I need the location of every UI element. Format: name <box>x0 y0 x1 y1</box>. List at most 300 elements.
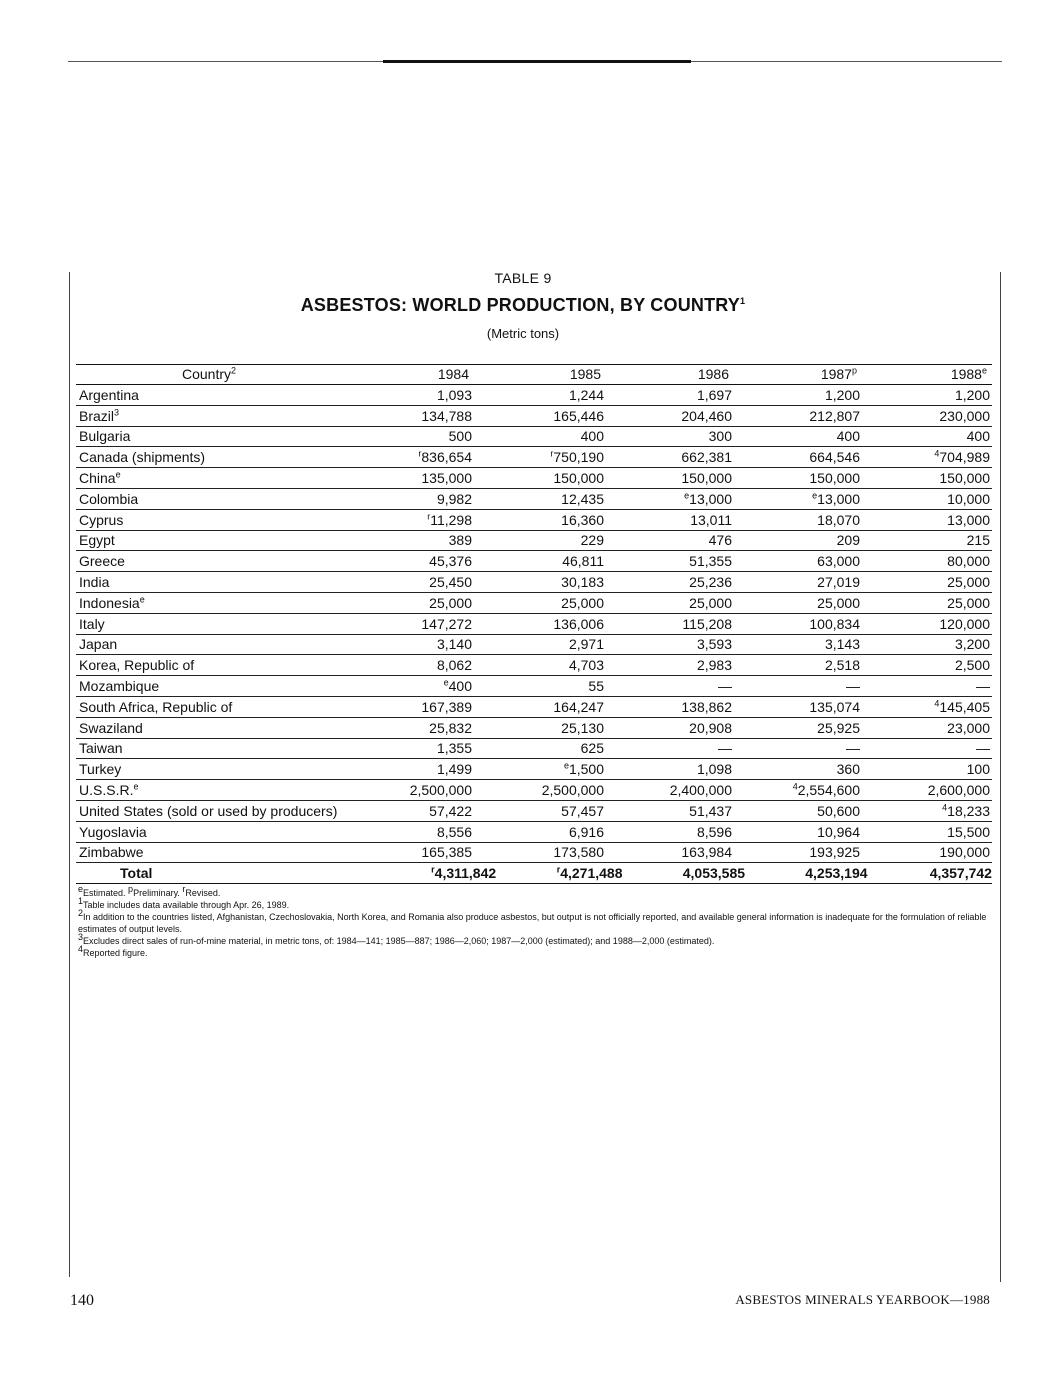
table-row <box>76 718 992 739</box>
total-value: 4,053,585 <box>682 865 746 882</box>
value-cell <box>345 574 472 590</box>
value-cell <box>604 616 732 632</box>
country-cell <box>76 387 345 403</box>
value-footnote-mark: 4 <box>934 698 940 709</box>
table-row <box>76 551 992 572</box>
value-text: 46,811 <box>562 553 604 570</box>
value-cell <box>604 740 732 756</box>
country-cell <box>76 491 345 507</box>
value-cell <box>472 636 604 652</box>
value-cell <box>860 595 990 611</box>
value-text: 2,500 <box>954 657 990 674</box>
footnote <box>78 932 992 947</box>
value-text: 1,499 <box>436 761 472 778</box>
footnote-mark: 3 <box>78 932 84 942</box>
table-row <box>76 447 992 468</box>
value-text: 215 <box>966 532 990 549</box>
table-row <box>76 489 992 510</box>
footnote-text: Reported figure. <box>83 948 148 958</box>
value-cell <box>732 532 860 548</box>
value-text: 400 <box>836 428 860 445</box>
footnote-text: Estimated. <box>83 888 129 898</box>
value-text: 190,000 <box>939 844 990 861</box>
value-cell <box>472 740 604 756</box>
value-text: — <box>976 740 990 757</box>
value-text: 115,208 <box>682 615 732 632</box>
value-text: 150,000 <box>809 469 860 486</box>
value-cell <box>604 470 732 486</box>
table-row <box>76 697 992 718</box>
table-body <box>76 385 992 863</box>
country-name: Turkey <box>79 761 122 778</box>
value-text: 147,272 <box>421 615 472 632</box>
header-cell <box>601 366 729 382</box>
value-text: 2,971 <box>568 636 604 653</box>
value-cell <box>345 387 472 403</box>
header-label: 1984 <box>437 366 469 382</box>
total-label: Total <box>120 865 153 882</box>
value-cell <box>472 699 604 715</box>
country-cell <box>76 720 345 736</box>
value-text: 8,556 <box>436 823 472 840</box>
value-cell <box>345 636 472 652</box>
header-footnote-mark: 2 <box>231 365 237 376</box>
value-cell <box>472 595 604 611</box>
value-text: — <box>718 677 732 694</box>
value-text: 20,908 <box>689 719 732 736</box>
value-cell <box>732 803 860 819</box>
header-label: 1985 <box>569 366 601 382</box>
value-cell <box>604 512 732 528</box>
country-cell <box>76 699 345 715</box>
value-text: 163,984 <box>681 844 732 861</box>
footnote-text: In addition to the countries listed, Afghanistan, Czechoslovakia, North Korea, and Romania also produce asbestos, but output is not officially reported, and available general information is inadequate for the formulation of reliable estimates of output levels. <box>78 912 987 934</box>
value-cell <box>472 782 604 798</box>
value-text: 1,200 <box>824 386 860 403</box>
value-cell <box>345 512 472 528</box>
value-cell <box>345 844 472 860</box>
value-cell <box>472 428 604 444</box>
value-text: 1,500 <box>568 761 604 778</box>
value-cell <box>472 408 604 424</box>
value-cell <box>732 595 860 611</box>
footnote-mark: e <box>78 884 84 894</box>
value-text: 10,964 <box>817 823 860 840</box>
value-cell <box>732 720 860 736</box>
country-cell <box>76 408 345 424</box>
value-cell <box>604 532 732 548</box>
value-text: 63,000 <box>817 553 860 570</box>
value-text: 135,000 <box>421 469 472 486</box>
footnote <box>78 908 992 935</box>
value-cell <box>732 470 860 486</box>
country-cell <box>76 512 345 528</box>
value-text: 167,389 <box>421 698 472 715</box>
value-cell <box>604 782 732 798</box>
table-row <box>76 635 992 656</box>
table-row <box>76 510 992 531</box>
value-cell <box>472 761 604 777</box>
value-cell <box>732 512 860 528</box>
value-cell <box>345 699 472 715</box>
value-cell <box>860 408 990 424</box>
value-text: 9,982 <box>436 490 472 507</box>
right-margin-line <box>1000 272 1001 1282</box>
country-name: Argentina <box>79 386 139 403</box>
value-text: 500 <box>448 428 472 445</box>
country-name: Taiwan <box>79 740 123 757</box>
country-cell <box>76 657 345 673</box>
header-footnote-mark: p <box>851 365 857 376</box>
value-text: 625 <box>580 740 604 757</box>
table-row <box>76 593 992 614</box>
value-text: 2,600,000 <box>927 781 990 798</box>
header-cell <box>729 366 857 382</box>
header-cell <box>857 366 987 382</box>
table-row <box>76 843 992 864</box>
value-text: 25,000 <box>561 594 604 611</box>
value-text: 704,989 <box>939 449 990 466</box>
value-cell <box>345 657 472 673</box>
table-row <box>76 572 992 593</box>
value-footnote-mark: 4 <box>942 802 948 813</box>
value-text: 400 <box>966 428 990 445</box>
value-cell <box>345 616 472 632</box>
country-cell <box>76 678 345 694</box>
value-cell <box>732 616 860 632</box>
value-cell <box>604 553 732 569</box>
value-cell <box>472 824 604 840</box>
value-cell <box>604 761 732 777</box>
value-cell <box>860 616 990 632</box>
footnote-mark: r <box>182 884 186 894</box>
value-text: 664,546 <box>809 449 860 466</box>
running-head: ASBESTOS MINERALS YEARBOOK—1988 <box>735 1292 990 1307</box>
country-name: South Africa, Republic of <box>79 698 233 715</box>
table-units: (Metric tons) <box>486 326 560 341</box>
value-cell <box>345 720 472 736</box>
value-cell <box>472 574 604 590</box>
country-cell <box>76 553 345 569</box>
value-cell <box>345 803 472 819</box>
country-footnote-mark: e <box>139 594 145 605</box>
value-cell <box>472 553 604 569</box>
value-text: 229 <box>580 532 604 549</box>
value-text: 2,500,000 <box>541 781 604 798</box>
value-text: 13,011 <box>690 511 732 528</box>
total-value: 4,271,488 <box>560 865 623 882</box>
value-cell <box>472 844 604 860</box>
value-text: 51,355 <box>689 553 732 570</box>
value-cell <box>472 491 604 507</box>
value-text: 15,500 <box>947 823 990 840</box>
value-text: 3,143 <box>824 636 860 653</box>
table-row <box>76 406 992 427</box>
country-cell <box>76 740 345 756</box>
table-row <box>76 780 992 801</box>
value-text: 100,834 <box>809 615 860 632</box>
value-text: 120,000 <box>939 615 990 632</box>
total-value-cell <box>623 865 746 881</box>
value-text: 11,298 <box>430 511 472 528</box>
country-cell <box>76 428 345 444</box>
value-text: 1,697 <box>696 386 732 403</box>
value-text: 45,376 <box>429 553 472 570</box>
header-cell <box>469 366 601 382</box>
country-name: Japan <box>79 636 118 653</box>
country-name: Bulgaria <box>79 428 131 445</box>
value-cell <box>345 532 472 548</box>
value-cell <box>732 491 860 507</box>
value-text: 6,916 <box>568 823 604 840</box>
value-text: 400 <box>448 677 472 694</box>
footnote-mark: 4 <box>78 944 84 954</box>
value-text: 476 <box>708 532 732 549</box>
table-header-row <box>76 364 992 385</box>
value-cell <box>732 387 860 403</box>
country-name: Zimbabwe <box>79 844 144 861</box>
footnote <box>78 896 992 911</box>
footnote-mark: p <box>128 884 134 894</box>
value-text: — <box>718 740 732 757</box>
value-text: 662,381 <box>681 449 732 466</box>
value-cell <box>604 636 732 652</box>
country-name: Colombia <box>79 490 139 507</box>
country-cell <box>76 616 345 632</box>
value-cell <box>732 657 860 673</box>
value-cell <box>345 824 472 840</box>
value-cell <box>860 761 990 777</box>
table-title: ASBESTOS: WORLD PRODUCTION, BY COUNTRY$^1$ <box>300 295 746 315</box>
value-text: 3,140 <box>436 636 472 653</box>
value-cell <box>860 636 990 652</box>
value-text: 25,450 <box>429 573 472 590</box>
table-row <box>76 468 992 489</box>
value-text: 18,233 <box>947 802 990 819</box>
country-name: Egypt <box>79 532 115 549</box>
value-cell <box>472 512 604 528</box>
value-cell <box>732 699 860 715</box>
left-margin-line <box>69 272 70 1277</box>
table-total-row <box>76 863 992 884</box>
table-row <box>76 385 992 406</box>
header-label: 1988 <box>950 366 982 382</box>
value-cell <box>604 720 732 736</box>
value-cell <box>732 740 860 756</box>
total-value: 4,311,842 <box>434 865 497 882</box>
value-cell <box>860 720 990 736</box>
value-text: 1,098 <box>696 761 732 778</box>
value-cell <box>472 678 604 694</box>
country-footnote-mark: 3 <box>114 406 120 417</box>
footnote-text: Excludes direct sales of run-of-mine material, in metric tons, of: 1984—141; 1985—887; 1986—2,060; 1987—2,000 (estimated); and 1988—2,000 (estimated). <box>83 936 715 946</box>
table-row <box>76 676 992 697</box>
value-text: 57,457 <box>561 802 604 819</box>
value-cell <box>860 657 990 673</box>
value-text: 1,355 <box>436 740 472 757</box>
value-text: 16,360 <box>561 511 604 528</box>
country-name: Brazil <box>79 407 115 424</box>
top-rule-accent <box>383 60 691 63</box>
total-value-cell <box>868 865 992 881</box>
country-name: Indonesia <box>79 594 140 611</box>
value-cell <box>732 824 860 840</box>
value-text: 134,788 <box>421 407 472 424</box>
value-text: 300 <box>708 428 732 445</box>
value-text: 25,000 <box>947 573 990 590</box>
value-cell <box>604 824 732 840</box>
value-cell <box>860 387 990 403</box>
value-cell <box>472 657 604 673</box>
table-row <box>76 801 992 822</box>
country-cell <box>76 574 345 590</box>
country-cell <box>76 449 345 465</box>
value-text: 8,596 <box>696 823 732 840</box>
header-cell <box>76 366 342 382</box>
value-cell <box>345 761 472 777</box>
value-text: 400 <box>580 428 604 445</box>
value-text: 55 <box>588 677 604 694</box>
value-cell <box>604 574 732 590</box>
value-cell <box>732 678 860 694</box>
value-text: 360 <box>836 761 860 778</box>
production-table <box>76 364 992 884</box>
total-value-cell <box>496 865 622 881</box>
value-text: 80,000 <box>947 553 990 570</box>
country-footnote-mark: e <box>133 781 139 792</box>
value-text: 204,460 <box>681 407 732 424</box>
footnote <box>78 944 992 959</box>
country-cell <box>76 636 345 652</box>
value-cell <box>732 408 860 424</box>
table-footnotes <box>78 884 992 959</box>
country-cell <box>76 470 345 486</box>
value-text: 13,000 <box>689 490 732 507</box>
header-footnote-mark: e <box>981 365 987 376</box>
value-text: 135,074 <box>809 698 860 715</box>
value-cell <box>860 491 990 507</box>
value-footnote-mark: r <box>431 864 435 875</box>
value-cell <box>472 449 604 465</box>
value-cell <box>860 512 990 528</box>
value-footnote-mark: 4 <box>792 781 798 792</box>
value-cell <box>345 470 472 486</box>
footnote-text: Revised. <box>185 888 221 898</box>
value-cell <box>345 408 472 424</box>
value-cell <box>860 678 990 694</box>
value-footnote-mark: e <box>684 490 690 501</box>
country-name: Swaziland <box>79 719 143 736</box>
value-cell <box>345 491 472 507</box>
value-text: 10,000 <box>947 490 990 507</box>
value-text: 836,654 <box>421 449 472 466</box>
value-text: 173,580 <box>553 844 604 861</box>
value-text: 138,862 <box>681 698 732 715</box>
value-cell <box>604 387 732 403</box>
footnote-mark: 1 <box>78 896 84 906</box>
header-label: 1986 <box>697 366 729 382</box>
value-cell <box>860 470 990 486</box>
table-row <box>76 531 992 552</box>
country-cell <box>76 761 345 777</box>
value-text: 164,247 <box>553 698 604 715</box>
table-row <box>76 614 992 635</box>
value-text: 51,437 <box>689 802 732 819</box>
value-text: 100 <box>966 761 990 778</box>
table-row <box>76 427 992 448</box>
value-text: 2,554,600 <box>797 781 860 798</box>
value-cell <box>860 532 990 548</box>
value-text: 2,518 <box>824 657 860 674</box>
value-cell <box>860 574 990 590</box>
value-text: 2,983 <box>696 657 732 674</box>
header-label: 1987 <box>820 366 852 382</box>
value-cell <box>345 428 472 444</box>
value-text: 18,070 <box>817 511 860 528</box>
value-cell <box>860 740 990 756</box>
value-text: 13,000 <box>817 490 860 507</box>
value-cell <box>345 595 472 611</box>
country-cell <box>76 824 345 840</box>
value-cell <box>732 844 860 860</box>
value-text: 25,000 <box>429 594 472 611</box>
footnote-text: Table includes data available through Apr. 26, 1989. <box>83 900 290 910</box>
value-text: 50,600 <box>817 802 860 819</box>
value-text: 389 <box>448 532 472 549</box>
value-footnote-mark: e <box>443 677 449 688</box>
table-row <box>76 739 992 760</box>
value-text: 4,703 <box>568 657 604 674</box>
value-cell <box>345 740 472 756</box>
value-cell <box>860 803 990 819</box>
value-footnote-mark: r <box>427 510 431 521</box>
value-text: 1,200 <box>954 386 990 403</box>
value-footnote-mark: 4 <box>934 448 940 459</box>
value-text: 3,593 <box>696 636 732 653</box>
value-text: 150,000 <box>681 469 732 486</box>
table-row <box>76 655 992 676</box>
value-footnote-mark: e <box>812 490 818 501</box>
value-cell <box>604 844 732 860</box>
value-footnote-mark: r <box>550 448 554 459</box>
country-name: Yugoslavia <box>79 823 147 840</box>
total-value: 4,253,194 <box>805 865 868 882</box>
country-cell <box>76 803 345 819</box>
value-cell <box>732 553 860 569</box>
value-cell <box>860 844 990 860</box>
country-name: Cyprus <box>79 511 124 528</box>
country-name: Greece <box>79 553 125 570</box>
value-text: 2,400,000 <box>669 781 732 798</box>
total-value: 4,357,742 <box>929 865 992 882</box>
country-name: China <box>79 469 116 486</box>
value-text: 25,000 <box>947 594 990 611</box>
value-cell <box>472 387 604 403</box>
value-cell <box>604 449 732 465</box>
value-text: 209 <box>836 532 860 549</box>
value-cell <box>345 553 472 569</box>
value-cell <box>345 449 472 465</box>
value-text: 3,200 <box>954 636 990 653</box>
value-cell <box>604 491 732 507</box>
table-number: TABLE 9 <box>494 270 552 286</box>
country-name: United States (sold or used by producers) <box>79 802 338 819</box>
value-text: 57,422 <box>429 802 472 819</box>
value-cell <box>472 532 604 548</box>
value-cell <box>604 408 732 424</box>
value-cell <box>860 449 990 465</box>
country-name: Korea, Republic of <box>79 657 195 674</box>
